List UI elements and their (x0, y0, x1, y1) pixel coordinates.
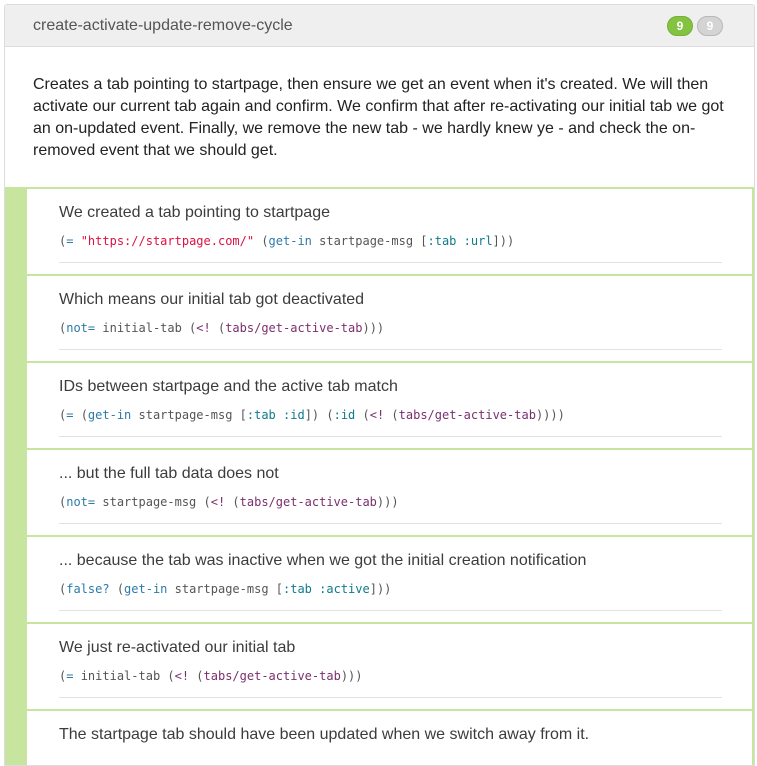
assertion-item (27, 535, 754, 622)
assertion-item (27, 274, 754, 361)
assertion-code: (= (get-in startpage-msg [:tab :id]) (:id (<! (tabs/get-active-tab)))) (59, 408, 565, 422)
assertion-title: IDs between startpage and the active tab match (59, 378, 398, 395)
assertion-title: ... because the tab was inactive when we got the initial creation notification (59, 552, 587, 569)
test-badges (667, 16, 723, 36)
code-divider (59, 610, 722, 611)
test-header[interactable] (5, 5, 754, 47)
assertion-item (27, 448, 754, 535)
passed-count-badge: 9 (667, 16, 693, 36)
code-divider (59, 349, 722, 350)
assertion-title: Which means our initial tab got deactivated (59, 291, 365, 308)
code-divider (59, 523, 722, 524)
assertion-list (5, 187, 754, 765)
assertion-item (27, 622, 754, 709)
assertion-title: We just re-activated our initial tab (59, 639, 296, 656)
assertion-item (27, 709, 754, 766)
assertion-item (27, 361, 754, 448)
assertion-code: (false? (get-in startpage-msg [:tab :active])) (59, 582, 392, 596)
assertion-code: (= initial-tab (<! (tabs/get-active-tab))) (59, 669, 363, 683)
assertion-title: ... but the full tab data does not (59, 465, 279, 482)
total-count-badge: 9 (697, 16, 723, 36)
assertion-title: The startpage tab should have been updated when we switch away from it. (59, 726, 590, 743)
code-divider (59, 262, 722, 263)
test-panel (4, 4, 755, 766)
assertion-code: (not= initial-tab (<! (tabs/get-active-tab))) (59, 321, 385, 335)
test-description: Creates a tab pointing to startpage, then ensure we get an event when it's created. We will then activate our current tab again and confirm. We confirm that after re-activating our initial tab we got an on-updated event. Finally, we remove the new tab - we hardly knew ye - and check the on-removed event that we should get. (33, 76, 724, 159)
code-divider (59, 436, 722, 437)
code-divider (59, 697, 722, 698)
assertion-code: (not= startpage-msg (<! (tabs/get-active-tab))) (59, 495, 399, 509)
assertion-item (27, 187, 754, 274)
test-name: create-activate-update-remove-cycle (33, 17, 293, 34)
assertion-code: (= "https://startpage.com/" (get-in startpage-msg [:tab :url])) (59, 234, 515, 248)
assertion-title: We created a tab pointing to startpage (59, 204, 330, 221)
